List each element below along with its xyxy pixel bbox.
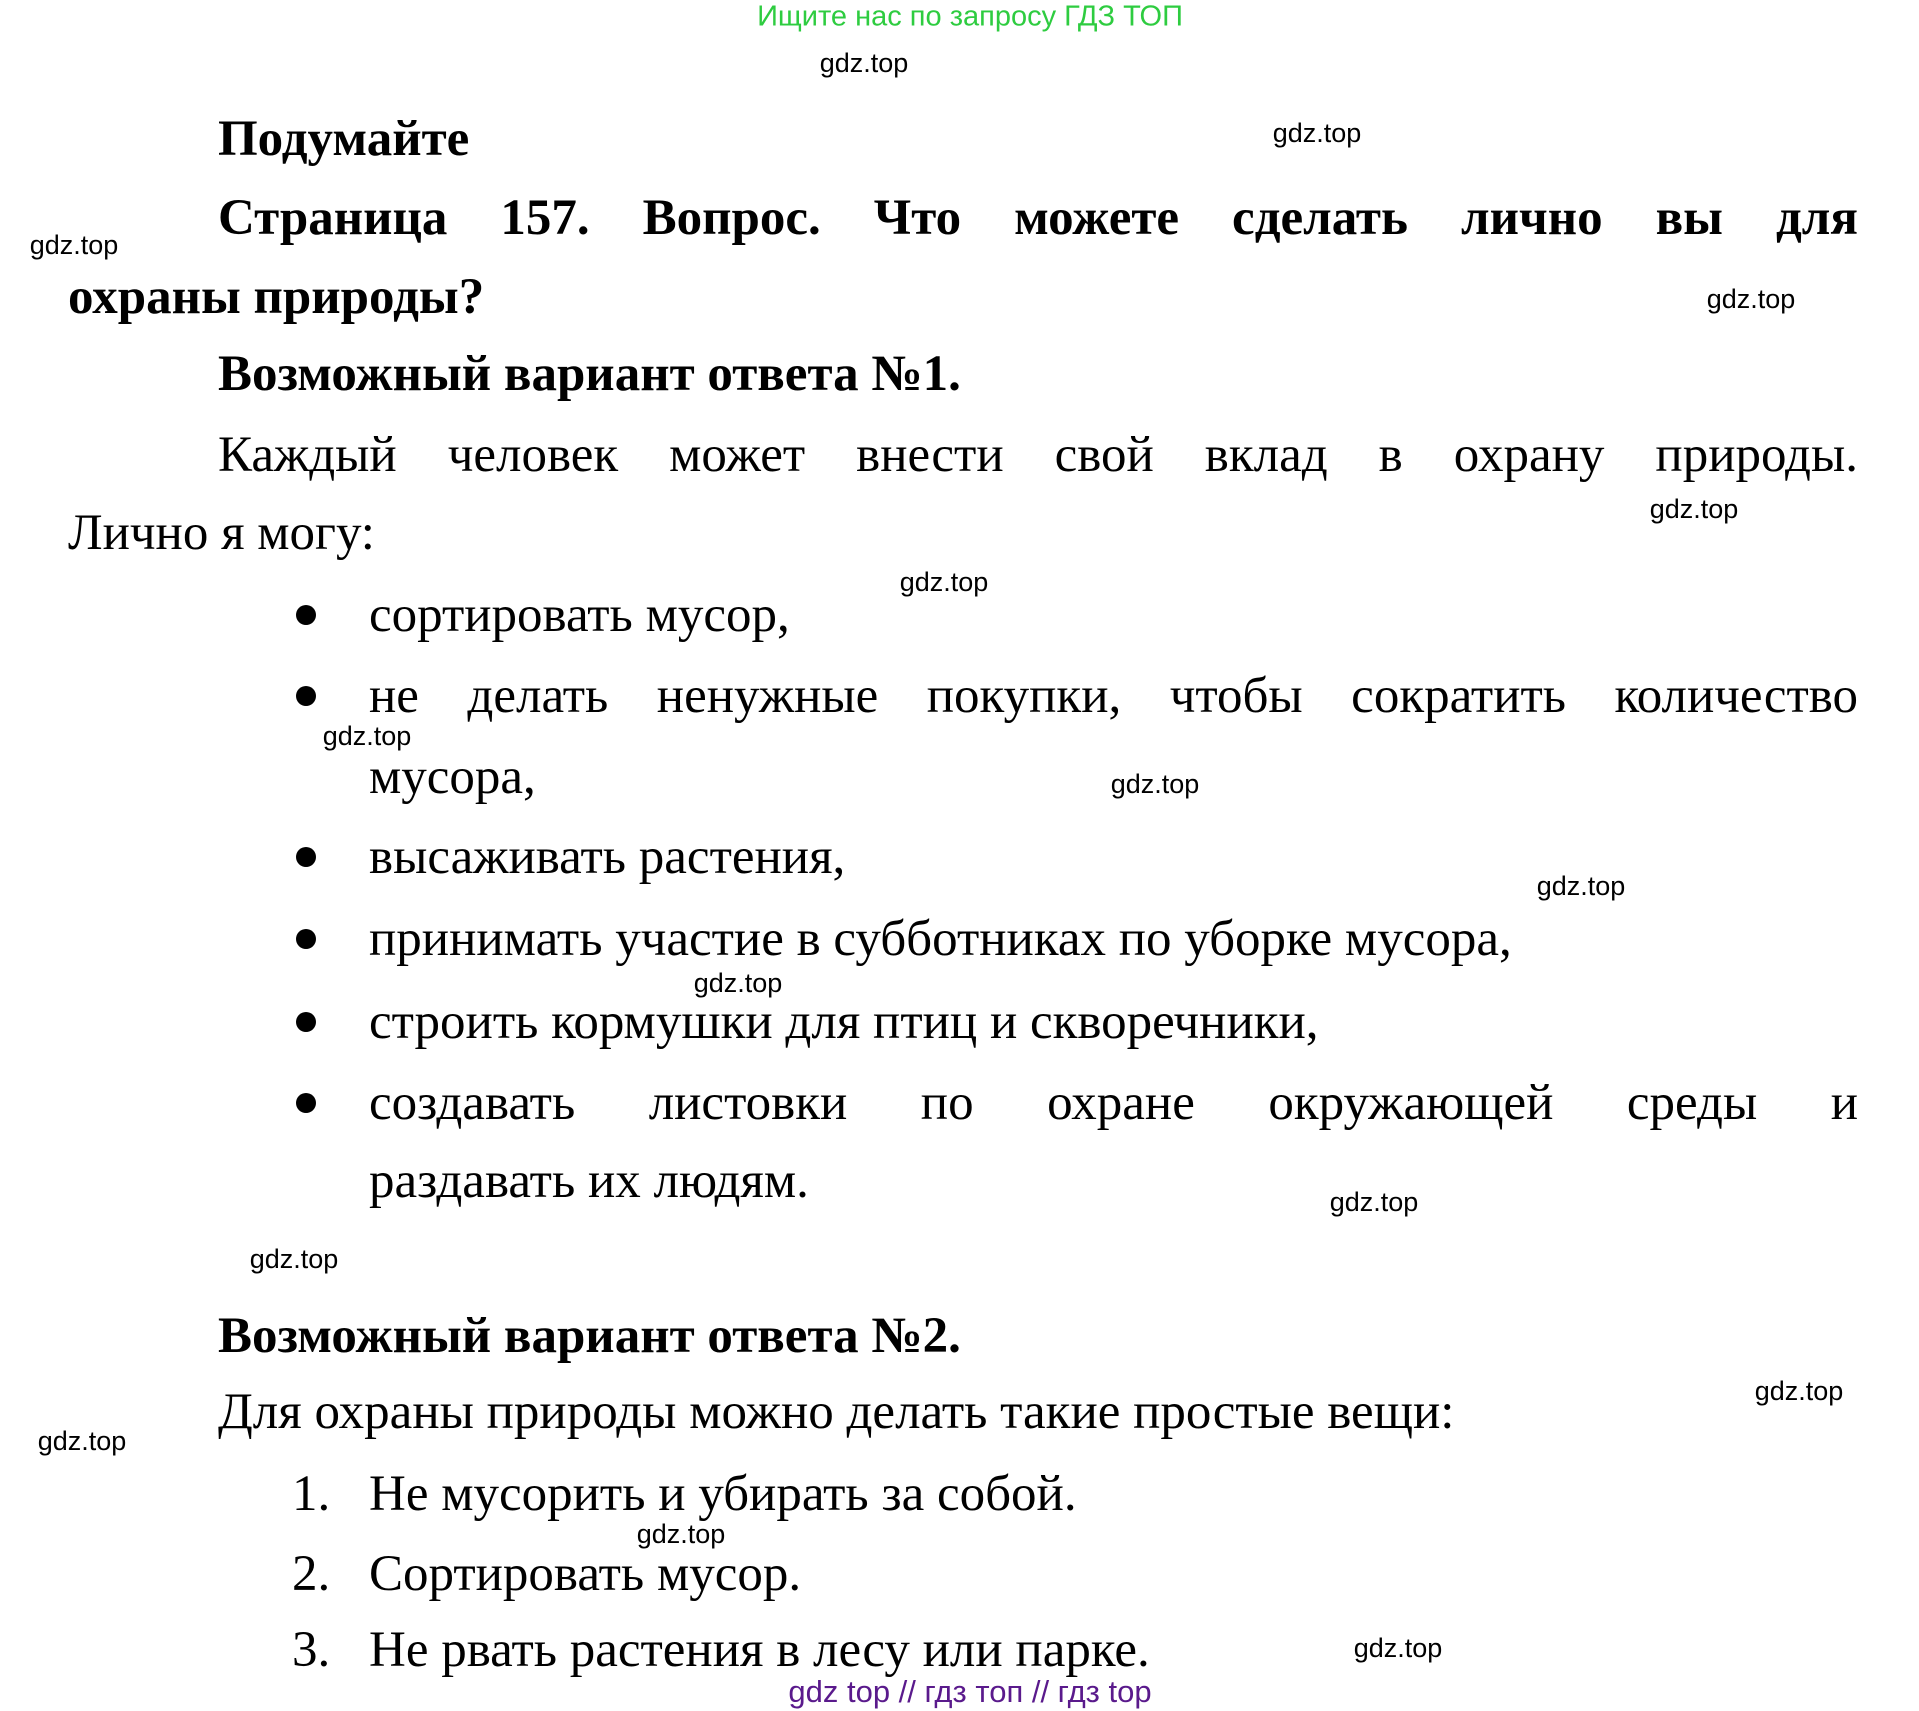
section-title: Подумайте <box>218 111 470 167</box>
bullet-icon <box>296 605 316 625</box>
watermark: gdz.top <box>1272 118 1362 148</box>
list-item: высаживать растения, <box>369 829 846 885</box>
bullet-icon <box>296 686 316 706</box>
answer2-intro: Для охраны природы можно делать такие простые вещи: <box>218 1384 1455 1440</box>
top-banner: Ищите нас по запросу ГДЗ ТОП <box>757 0 1183 33</box>
answer1-title: Возможный вариант ответа №1. <box>218 346 961 402</box>
watermark: gdz.top <box>1536 871 1626 901</box>
watermark: gdz.top <box>29 230 119 260</box>
footer-links[interactable]: gdz top // гдз топ // гдз top <box>788 1674 1152 1709</box>
watermark: gdz.top <box>1706 284 1796 314</box>
question-line-1: Страница 157. Вопрос. Что можете сделать лично вы для <box>218 190 1858 246</box>
answer1-intro-line-1: Каждый человек может внести свой вклад в охрану природы. <box>218 427 1858 483</box>
watermark: gdz.top <box>693 968 783 998</box>
list-number: 1. <box>292 1466 331 1522</box>
watermark: gdz.top <box>1754 1376 1844 1406</box>
list-item: строить кормушки для птиц и скворечники, <box>369 994 1319 1050</box>
watermark: gdz.top <box>636 1519 726 1549</box>
list-item-continued: мусора, <box>369 749 536 805</box>
watermark: gdz.top <box>1110 769 1200 799</box>
question-line-2: охраны природы? <box>68 269 485 325</box>
answer2-title: Возможный вариант ответа №2. <box>218 1308 961 1364</box>
list-item: сортировать мусор, <box>369 587 790 643</box>
list-item: принимать участие в субботниках по уборке мусора, <box>369 911 1512 967</box>
list-item: не делать ненужные покупки, чтобы сократить количество <box>369 668 1858 724</box>
watermark: gdz.top <box>322 721 412 751</box>
watermark: gdz.top <box>1353 1633 1443 1663</box>
list-item-continued: раздавать их людям. <box>369 1153 809 1209</box>
watermark: gdz.top <box>1649 494 1739 524</box>
answer1-intro-line-2: Лично я могу: <box>68 505 375 561</box>
bullet-icon <box>296 1012 316 1032</box>
watermark: gdz.top <box>1329 1187 1419 1217</box>
bullet-icon <box>296 929 316 949</box>
bullet-icon <box>296 1093 316 1113</box>
list-number: 3. <box>292 1622 331 1678</box>
watermark: gdz.top <box>249 1244 339 1274</box>
numbered-item: Не рвать растения в лесу или парке. <box>369 1622 1150 1678</box>
numbered-item: Не мусорить и убирать за собой. <box>369 1466 1077 1522</box>
numbered-item: Сортировать мусор. <box>369 1546 802 1602</box>
watermark: gdz.top <box>819 48 909 78</box>
watermark: gdz.top <box>37 1426 127 1456</box>
bullet-icon <box>296 847 316 867</box>
list-number: 2. <box>292 1546 331 1602</box>
list-item: создавать листовки по охране окружающей среды и <box>369 1075 1858 1131</box>
watermark: gdz.top <box>899 567 989 597</box>
